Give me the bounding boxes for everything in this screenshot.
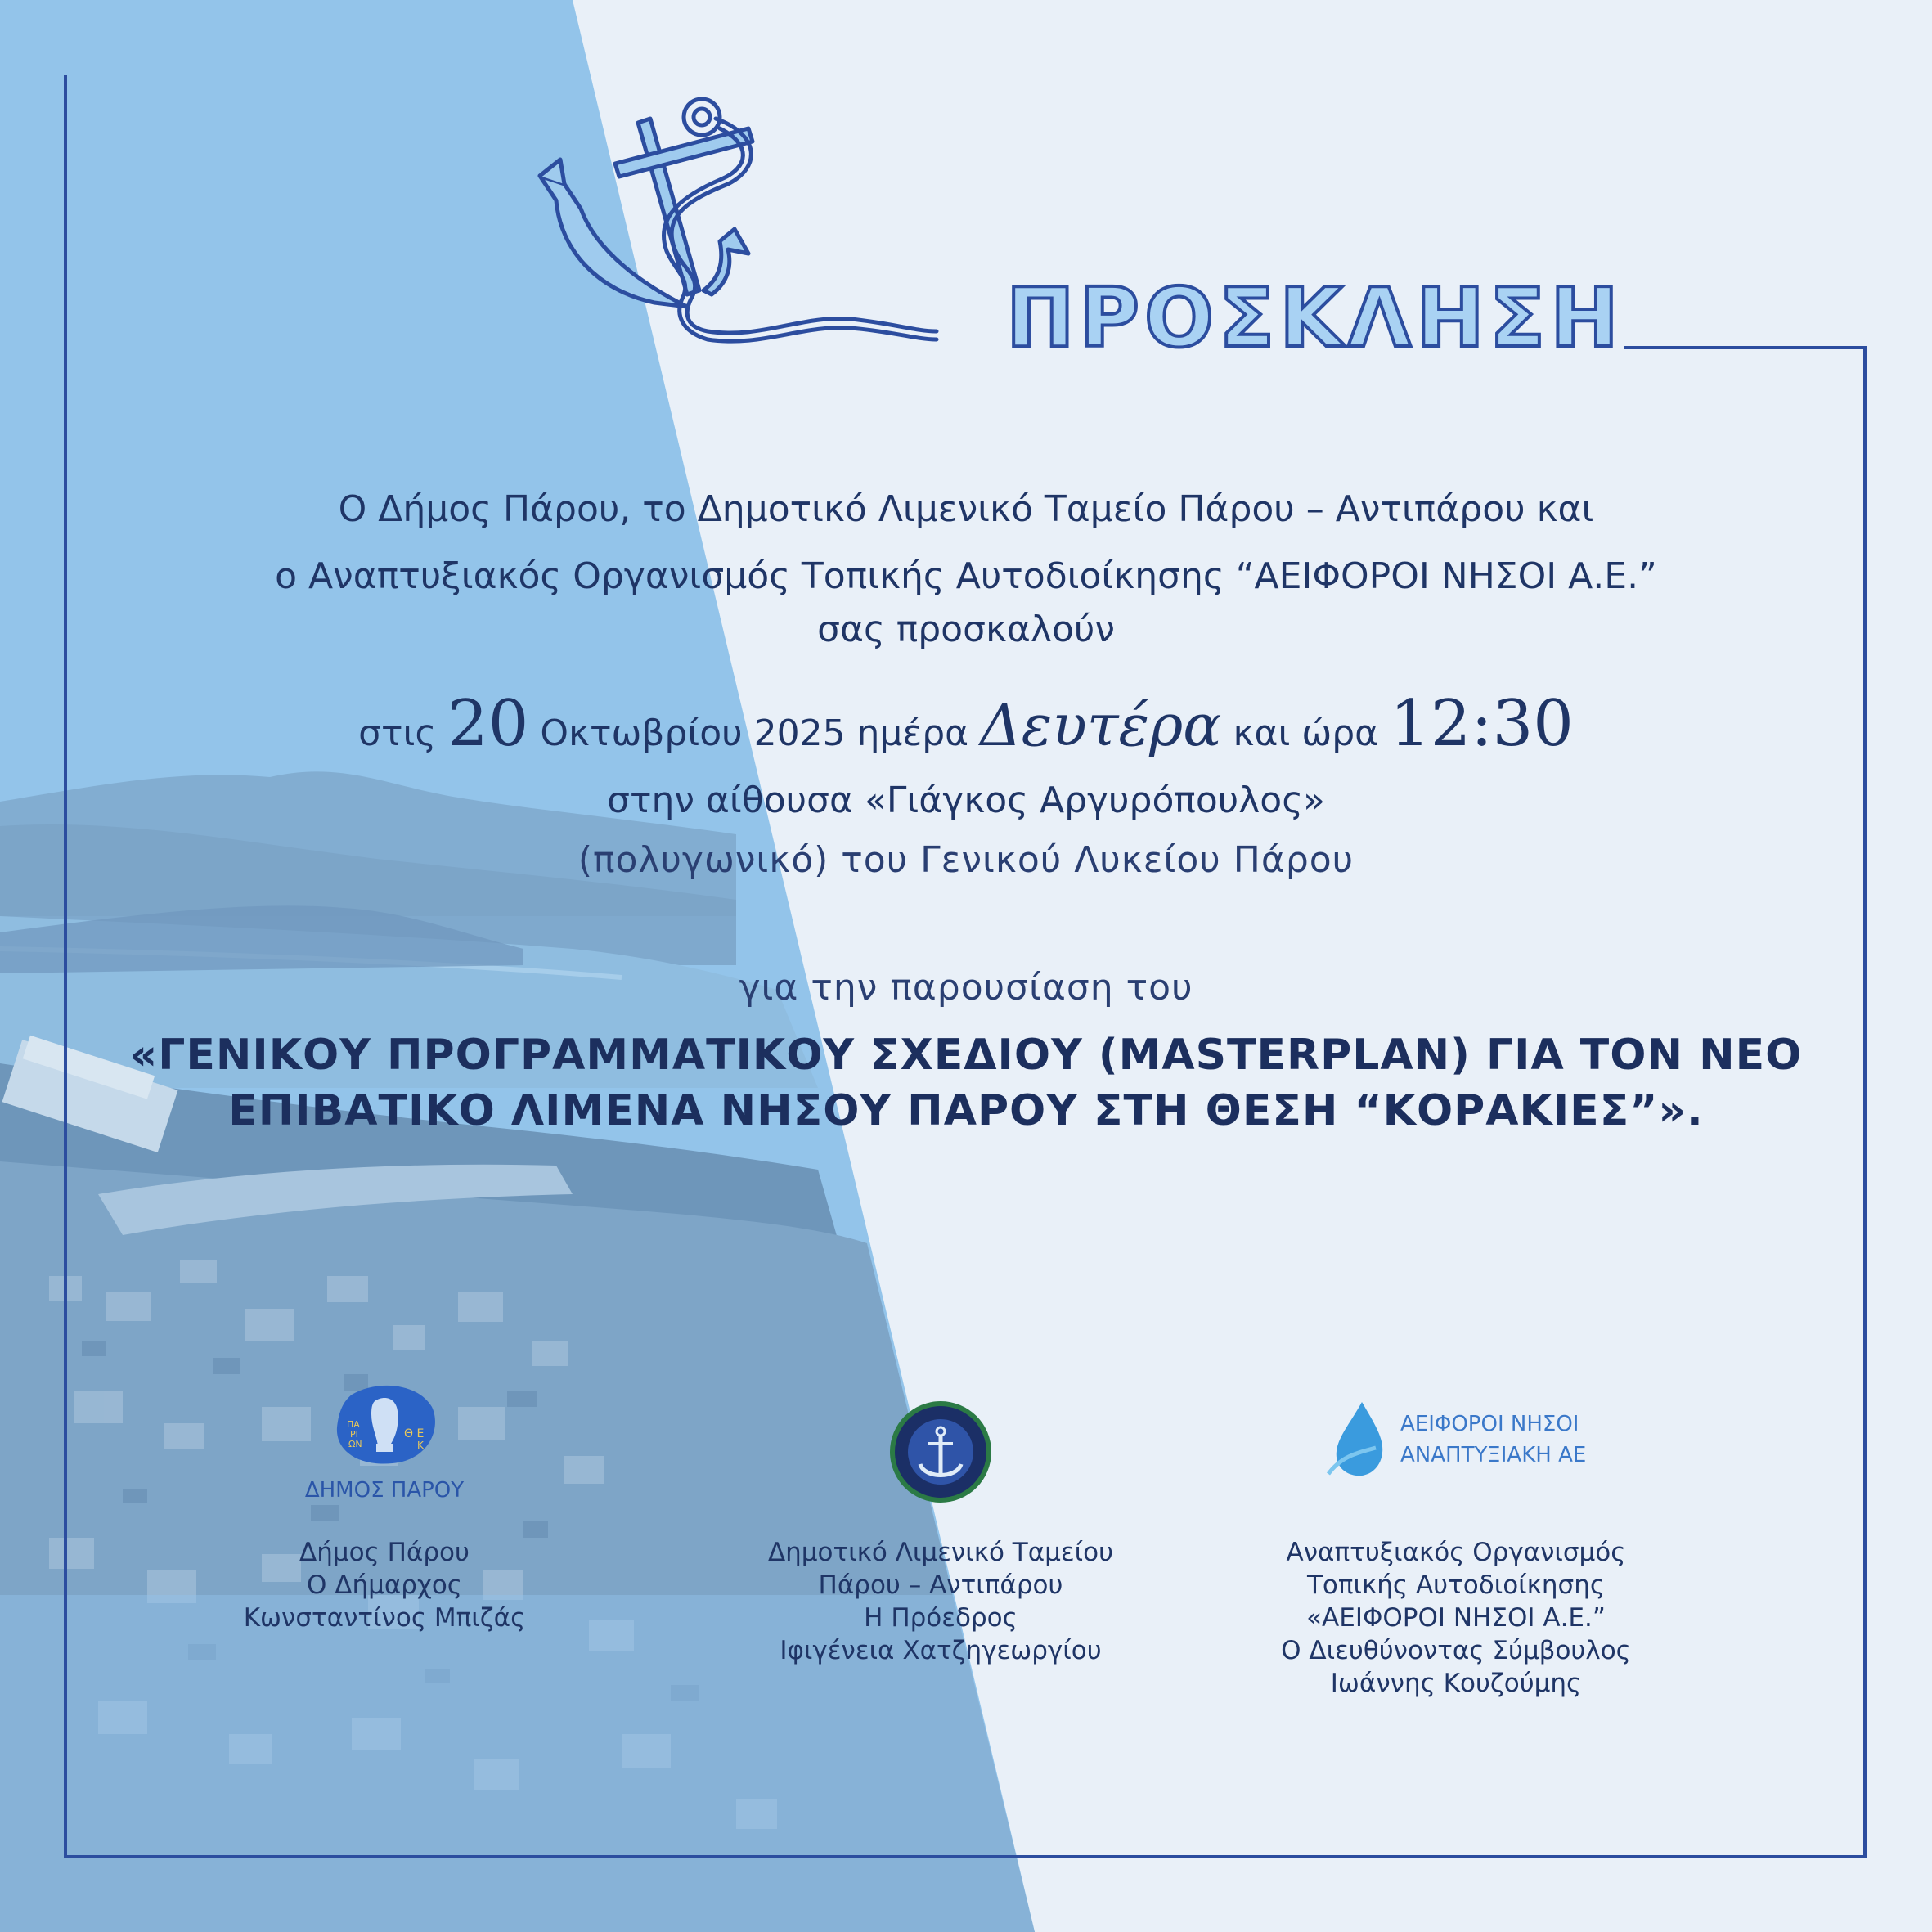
paros-municipality-logo [286,1378,483,1503]
aeiforoi-logo-line-2: ΑΝΑΠΤΥΞΙΑΚΗ ΑΕ [1400,1443,1587,1467]
port-fund-anchor-emblem-icon [887,1399,994,1505]
event-time: 12:30 [1390,687,1574,761]
signature-aeiforoi [1243,1536,1669,1700]
svg-text:ΩΝ: ΩΝ [348,1439,362,1449]
signature-paros [204,1536,564,1634]
signature-line: Δημοτικό Λιμενικό Ταμείου [767,1538,1114,1567]
signature-line: Κωνσταντίνος Μπιζάς [243,1603,526,1633]
venue-line-1: στην αίθουσα «Γιάγκος Αργυρόπουλος» [607,780,1325,821]
date-line [0,687,1932,771]
paros-logo-caption: ΔΗΜΟΣ ΠΑΡΟΥ [304,1478,465,1503]
presentation-intro: για την παρουσίαση του [739,967,1193,1009]
intro-line-3: σας προσκαλούν [817,609,1115,650]
signature-line: Ιφιγένεια Χατζηγεωργίου [780,1636,1102,1665]
water-drop-icon [1325,1399,1391,1480]
signature-line: Ο Διευθύνοντας Σύμβουλος [1281,1636,1631,1665]
date-month-year: Οκτωβρίου 2025 ημέρα [540,712,969,754]
invitation-title: ΠΡΟΣΚΛΗΣΗ [1006,270,1624,366]
intro-line-1: Ο Δήμος Πάρου, το Δημοτικό Λιμενικό Ταμείο Πάρου – Αντιπάρου και [338,488,1594,530]
svg-text:ΠΑ: ΠΑ [347,1419,360,1430]
masterplan-title-line-1: «ΓΕΝΙΚΟΥ ΠΡΟΓΡΑΜΜΑΤΙΚΟΥ ΣΧΕΔΙΟΥ (MASTERPLAN) ΓΙΑ ΤΟΝ ΝΕΟ [129,1031,1803,1080]
masterplan-title-line-2: ΕΠΙΒΑΤΙΚΟ ΛΙΜΕΝΑ ΝΗΣΟΥ ΠΑΡΟΥ ΣΤΗ ΘΕΣΗ “ΚΟΡΑΚΙΕΣ”». [228,1086,1704,1135]
signature-line: Πάρου – Αντιπάρου [818,1570,1063,1600]
signature-line: Ο Δήμαρχος [306,1570,462,1600]
signature-port-fund [728,1536,1153,1667]
port-fund-logo [887,1399,994,1508]
anchor-icon [523,86,949,356]
aeiforoi-logo-line-1: ΑΕΙΦΟΡΟΙ ΝΗΣΟΙ [1400,1412,1579,1436]
date-prefix: στις [358,712,437,754]
signature-line: Η Πρόεδρος [864,1603,1018,1633]
svg-text:ΡΙ: ΡΙ [350,1429,358,1440]
date-day-number: 20 [447,687,529,761]
venue-line-2: (πολυγωνικό) του Γενικού Λυκείου Πάρου [577,839,1355,881]
signature-line: Ιωάννης Κουζούμης [1330,1669,1582,1698]
signature-line: Τοπικής Αυτοδιοίκησης [1306,1570,1606,1600]
signature-line: «ΑΕΙΦΟΡΟΙ ΝΗΣΟΙ Α.Ε.” [1306,1603,1606,1633]
signature-line: Αναπτυξιακός Οργανισμός [1286,1538,1626,1567]
paros-emblem-icon [327,1378,442,1468]
time-prefix: και ώρα [1233,712,1379,754]
svg-text:Θ Ε: Θ Ε [404,1427,425,1440]
date-weekday: Δευτέρα [980,692,1222,759]
svg-text:Κ: Κ [417,1440,424,1451]
intro-line-2: ο Αναπτυξιακός Οργανισμός Τοπικής Αυτοδιοίκησης “ΑΕΙΦΟΡΟΙ ΝΗΣΟΙ Α.Ε.” [275,555,1657,597]
signature-line: Δήμος Πάρου [299,1538,470,1567]
